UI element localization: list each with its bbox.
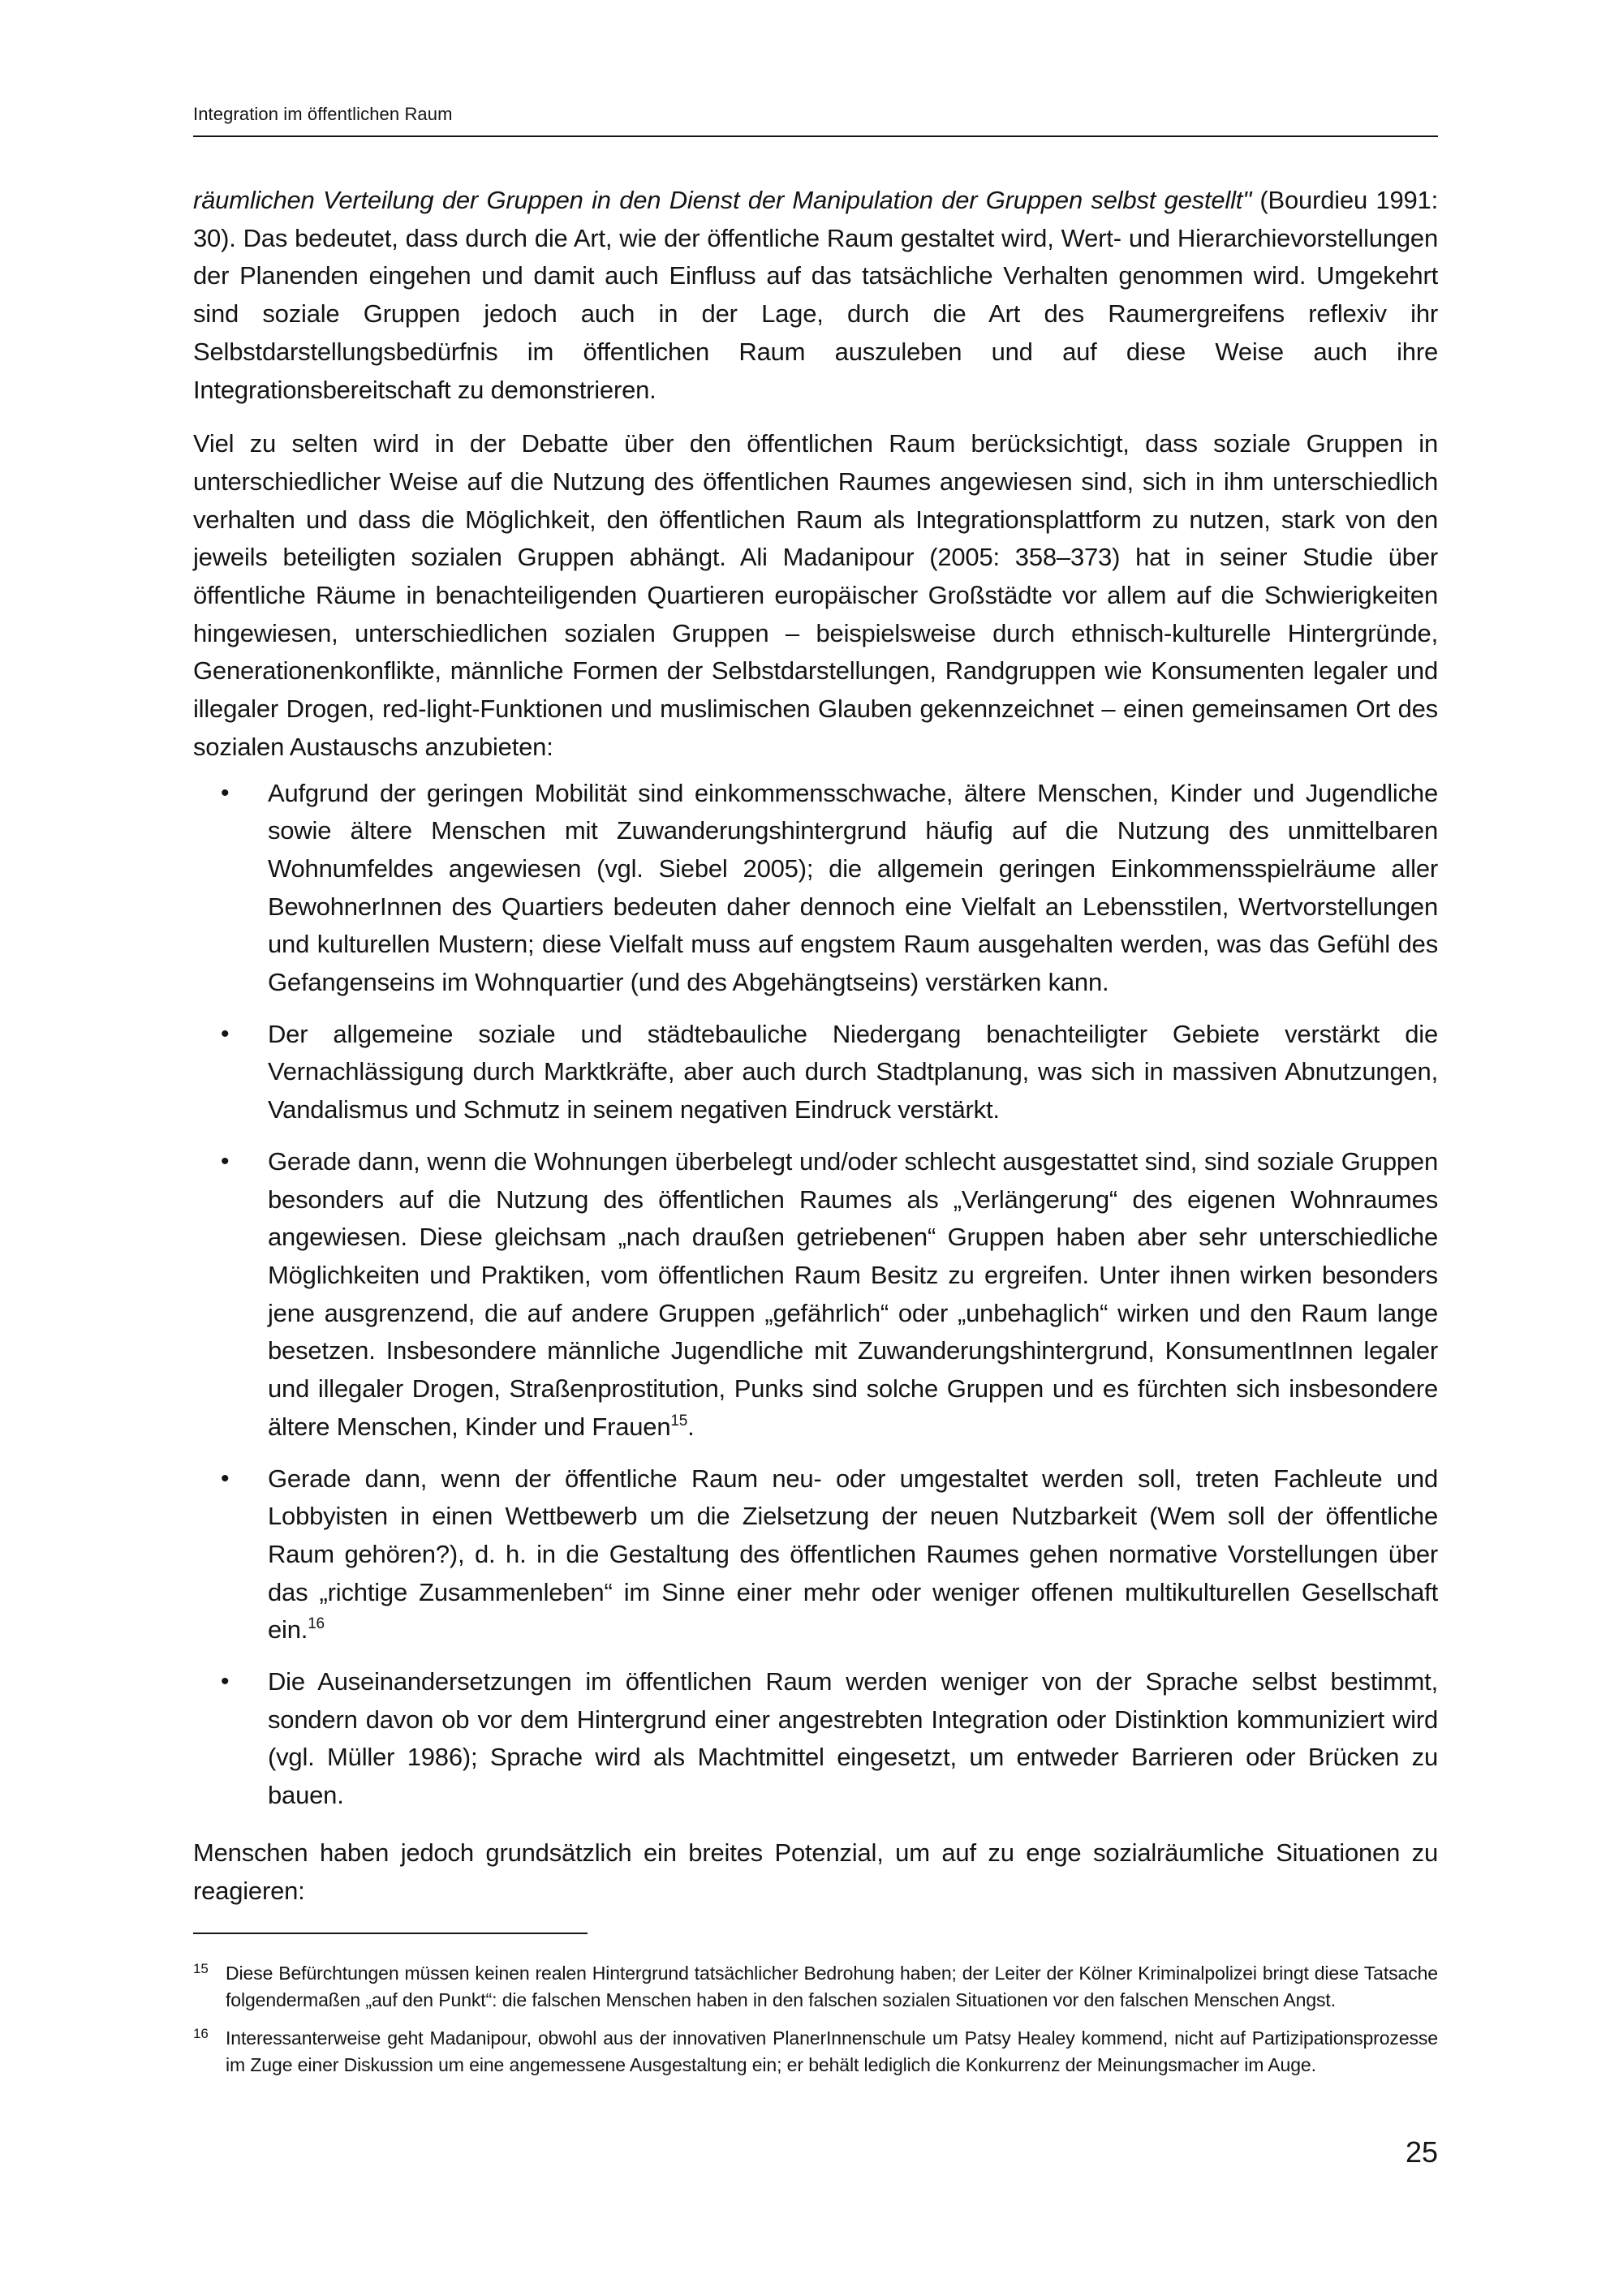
list-item-text: Aufgrund der geringen Mobilität sind einkommensschwache, ältere Menschen, Kinder und Jugendliche sowie ältere Menschen mit Zuwanderungshintergrund häufig auf die Nutzung des unmittelbaren Wohnumfeldes angewiesen (vgl. Siebel 2005); die allgemein geringen Einkommensspielräume aller BewohnerInnen des Quartiers bedeuten daher dennoch eine Vielfalt an Lebensstilen, Wertvorstellungen und kulturellen Mustern; diese Vielfalt muss auf engstem Raum ausgehalten werden, was das Gefühl des Gefangenseins im Wohnquartier (und des Abgehängtseins) verstärken kann. [268, 778, 1438, 997]
footnote-text: Interessanterweise geht Madanipour, obwohl aus der innovativen PlanerInnenschule um Patsy Healey kommend, nicht auf Partizipationsprozesse im Zuge einer Diskussion um eine angemessene Ausgestaltung ein; er behält lediglich die Konkurrenz der Meinungsmacher im Auge. [226, 2027, 1438, 2075]
footnote-text: Diese Befürchtungen müssen keinen realen Hintergrund tatsächlicher Bedrohung haben; der Leiter der Kölner Kriminalpolizei bringt diese Tatsache folgendermaßen „auf den Punkt“: die falschen Menschen haben in den falschen sozialen Situationen vor den falschen Menschen Angst. [226, 1963, 1438, 2010]
bullet-icon: • [221, 1147, 230, 1175]
main-text [193, 182, 1438, 1926]
paragraph-2: Viel zu selten wird in der Debatte über den öffentlichen Raum berücksichtigt, dass soziale Gruppen in unterschiedlicher Weise auf die Nutzung des öffentlichen Raumes angewiesen sind, sich in ihm unterschiedlich verhalten und dass die Möglichkeit, den öffentlichen Raum als Integrationsplattform zu nutzen, stark von den jeweils beteiligten sozialen Gruppen abhängt. Ali Madanipour (2005: 358–373) hat in seiner Studie über öffentliche Räume in benachteiligenden Quartieren europäischer Großstädte vor allem auf die Schwierigkeiten hingewiesen, unterschiedlichen sozialen Gruppen – beispielsweise durch ethnisch-kulturelle Hintergründe, Generationenkonflikte, männliche Formen der Selbstdarstellungen, Randgruppen wie Konsumenten legaler und illegaler Drogen, red-light-Funktionen und muslimischen Glauben gekennzeichnet – einen gemeinsamen Ort des sozialen Austauschs anzubieten: [193, 429, 1438, 761]
bullet-icon: • [221, 1668, 230, 1696]
footnotes [193, 1960, 1438, 2090]
footnote-number: 16 [193, 2026, 209, 2041]
list-item-text: Die Auseinandersetzungen im öffentlichen Raum werden weniger von der Sprache selbst bestimmt, sondern davon ob vor dem Hintergrund einer angestrebten Integration oder Distinktion kommuniziert wird (vgl. Müller 1986); Sprache wird als Machtmittel eingesetzt, um entweder Barrieren oder Brücken zu bauen. [268, 1667, 1438, 1810]
list-item-text: Der allgemeine soziale und städtebauliche Niedergang benachteiligter Gebiete verstärkt die Vernachlässigung durch Marktkräfte, aber auch durch Stadtplanung, was sich in massiven Abnutzungen, Vandalismus und Schmutz in seinem negativen Eindruck verstärkt. [268, 1019, 1438, 1124]
page-number: 25 [1405, 2135, 1438, 2169]
list-item [193, 775, 1438, 1002]
list-item-tail: . [687, 1412, 695, 1441]
running-title: Integration im öffentlichen Raum [193, 104, 453, 124]
footnote-rule [193, 1933, 588, 1934]
bullet-list [193, 775, 1438, 1815]
footnote-number: 15 [193, 1961, 209, 1976]
italic-quote: räumlichen Verteilung der Gruppen in den Dienst der Manipulation der Gruppen selbst gestellt" [193, 186, 1252, 214]
list-item [193, 1460, 1438, 1650]
bullet-icon: • [221, 779, 230, 806]
header-rule [193, 135, 1438, 137]
list-item [193, 1143, 1438, 1447]
list-item-text: Gerade dann, wenn die Wohnungen überbelegt und/oder schlecht ausgestattet sind, sind soziale Gruppen besonders auf die Nutzung des öffentlichen Raumes als „Verlängerung“ des eigenen Wohnraumes angewiesen. Diese gleichsam „nach draußen getriebenen“ Gruppen haben aber sehr unterschiedliche Möglichkeiten und Praktiken, vom öffentlichen Raum Besitz zu ergreifen. Unter ihnen wirken besonders jene ausgrenzend, die auf andere Gruppen „gefährlich“ oder „unbehaglich“ wirken und den Raum lange besetzen. Insbesondere männliche Jugendliche mit Zuwanderungshintergrund, KonsumentInnen legaler und illegaler Drogen, Straßenprostitution, Punks sind solche Gruppen und es fürchten sich insbesondere ältere Menschen, Kinder und Frauen [268, 1146, 1438, 1441]
footnote-ref[interactable]: 16 [308, 1615, 325, 1633]
list-item-text: Gerade dann, wenn der öffentliche Raum neu- oder umgestaltet werden soll, treten Fachleute und Lobbyisten in einen Wettbewerb um die Zielsetzung der neuen Nutzbarkeit (Wem soll der öffentliche Raum gehören?), d. h. in die Gestaltung des öffentlichen Raumes gehen normative Vorstellungen über das „richtige Zusammenleben“ im Sinne einer mehr oder weniger offenen multikulturellen Gesellschaft ein. [268, 1464, 1438, 1645]
paragraph-1 [193, 182, 1438, 409]
paragraph-3: Menschen haben jedoch grundsätzlich ein breites Potenzial, um auf zu enge sozialräumliche Situationen zu reagieren: [193, 1838, 1438, 1905]
paragraph-1-text: (Bourdieu 1991: 30). Das bedeutet, dass durch die Art, wie der öffentliche Raum gestaltet wird, Wert- und Hierarchievorstellungen der Planenden eingehen und damit auch Einfluss auf das tatsächliche Verhalten genommen wird. Umgekehrt sind soziale Gruppen jedoch auch in der Lage, durch die Art des Raumergreifens reflexiv ihr Selbstdarstellungsbedürfnis im öffentlichen Raum auszuleben und auf diese Weise auch ihre Integrationsbereitschaft zu demonstrieren. [193, 186, 1438, 404]
footnote-15 [193, 1960, 1438, 2014]
bullet-icon: • [221, 1020, 230, 1047]
list-item [193, 1016, 1438, 1129]
list-item [193, 1663, 1438, 1815]
footnote-ref[interactable]: 15 [670, 1412, 688, 1430]
footnote-16 [193, 2025, 1438, 2079]
bullet-icon: • [221, 1464, 230, 1492]
